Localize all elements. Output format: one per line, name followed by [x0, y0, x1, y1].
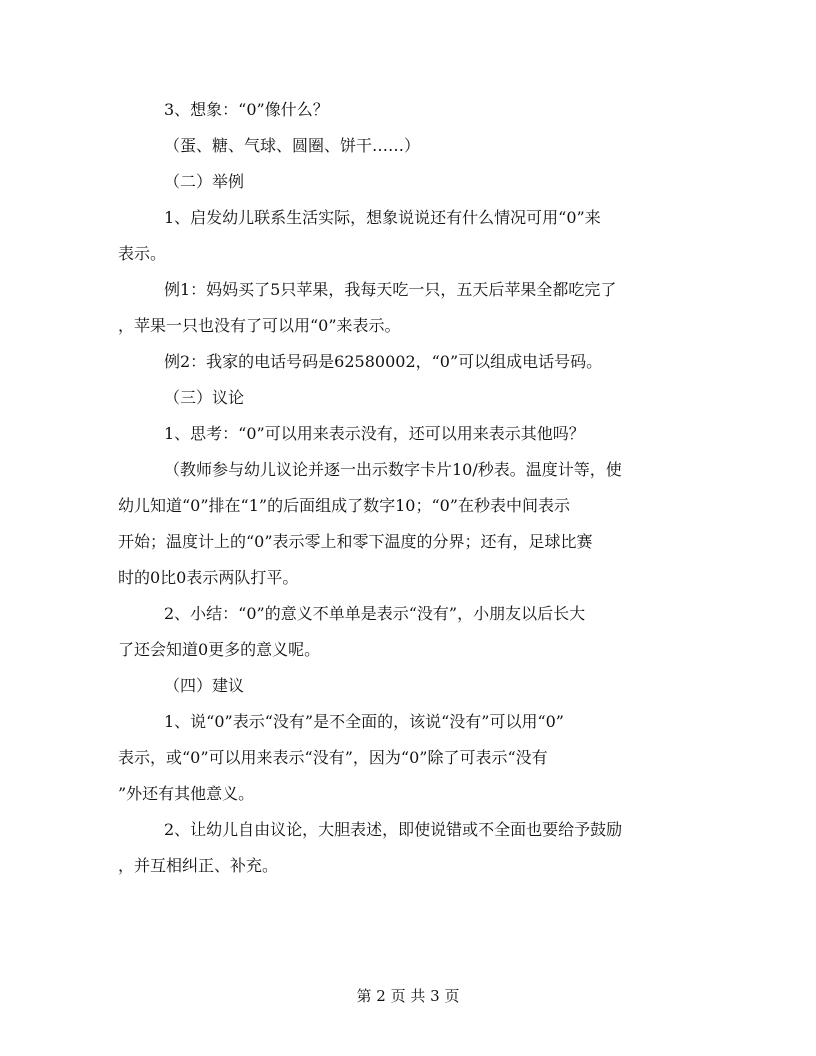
- text-line: （三）议论: [164, 388, 245, 407]
- text-line: 1、启发幼儿联系生活实际，想象说说还有什么情况可用“0”来: [164, 208, 601, 227]
- paragraph-suggestion-1: [118, 704, 703, 812]
- text-line: 幼儿知道“0”排在“1”的后面组成了数字10；“0”在秒表中间表示: [118, 496, 570, 515]
- text-line: 例1：妈妈买了5只苹果，我每天吃一只，五天后苹果全都吃完了: [164, 280, 617, 299]
- paragraph-suggestion-2: [118, 812, 703, 884]
- paragraph-examples-list: [118, 128, 703, 164]
- text-line: 1、思考：“0”可以用来表示没有，还可以用来表示其他吗？: [164, 424, 585, 443]
- text-line: 了还会知道0更多的意义呢。: [118, 640, 321, 659]
- paragraph-imagine: [118, 92, 703, 128]
- text-line: ，苹果一只也没有了可以用“0”来表示。: [118, 316, 401, 335]
- text-line: （教师参与幼儿议论并逐一出示数字卡片10/秒表。温度计等，使: [164, 460, 622, 479]
- paragraph-summary: [118, 596, 703, 668]
- text-line: （蛋、糖、气球、圆圈、饼干……）: [164, 136, 421, 155]
- section-heading-suggestions: [118, 668, 703, 704]
- text-line: 3、想象：“0”像什么？: [164, 100, 329, 119]
- section-heading-discussion: [118, 380, 703, 416]
- paragraph-teacher-cards: [118, 452, 703, 596]
- text-line: ”外还有其他意义。: [118, 784, 255, 803]
- text-line: 例2：我家的电话号码是62580002，“0”可以组成电话号码。: [164, 352, 603, 371]
- text-line: ，并互相纠正、补充。: [118, 856, 279, 875]
- text-line: 2、让幼儿自由议论，大胆表述，即使说错或不全面也要给予鼓励: [164, 820, 623, 839]
- text-line: 表示。: [118, 244, 167, 263]
- paragraph-inspire: [118, 200, 703, 272]
- section-heading-examples: [118, 164, 703, 200]
- text-line: 1、说“0”表示“没有”是不全面的，该说“没有”可以用“0”: [164, 712, 564, 731]
- paragraph-example-2: [118, 344, 703, 380]
- paragraph-example-1: [118, 272, 703, 344]
- text-line: （四）建议: [164, 676, 245, 695]
- text-line: 表示，或“0”可以用来表示“没有”，因为“0”除了可表示“没有: [118, 748, 548, 767]
- page-number-footer: 第 2 页 共 3 页: [356, 987, 460, 1005]
- text-line: 2、小结：“0”的意义不单单是表示“没有”，小朋友以后长大: [164, 604, 586, 623]
- paragraph-think: [118, 416, 703, 452]
- text-line: 时的0比0表示两队打平。: [118, 568, 299, 587]
- text-line: （二）举例: [164, 172, 245, 191]
- text-line: 开始；温度计上的“0”表示零上和零下温度的分界；还有，足球比赛: [118, 532, 593, 551]
